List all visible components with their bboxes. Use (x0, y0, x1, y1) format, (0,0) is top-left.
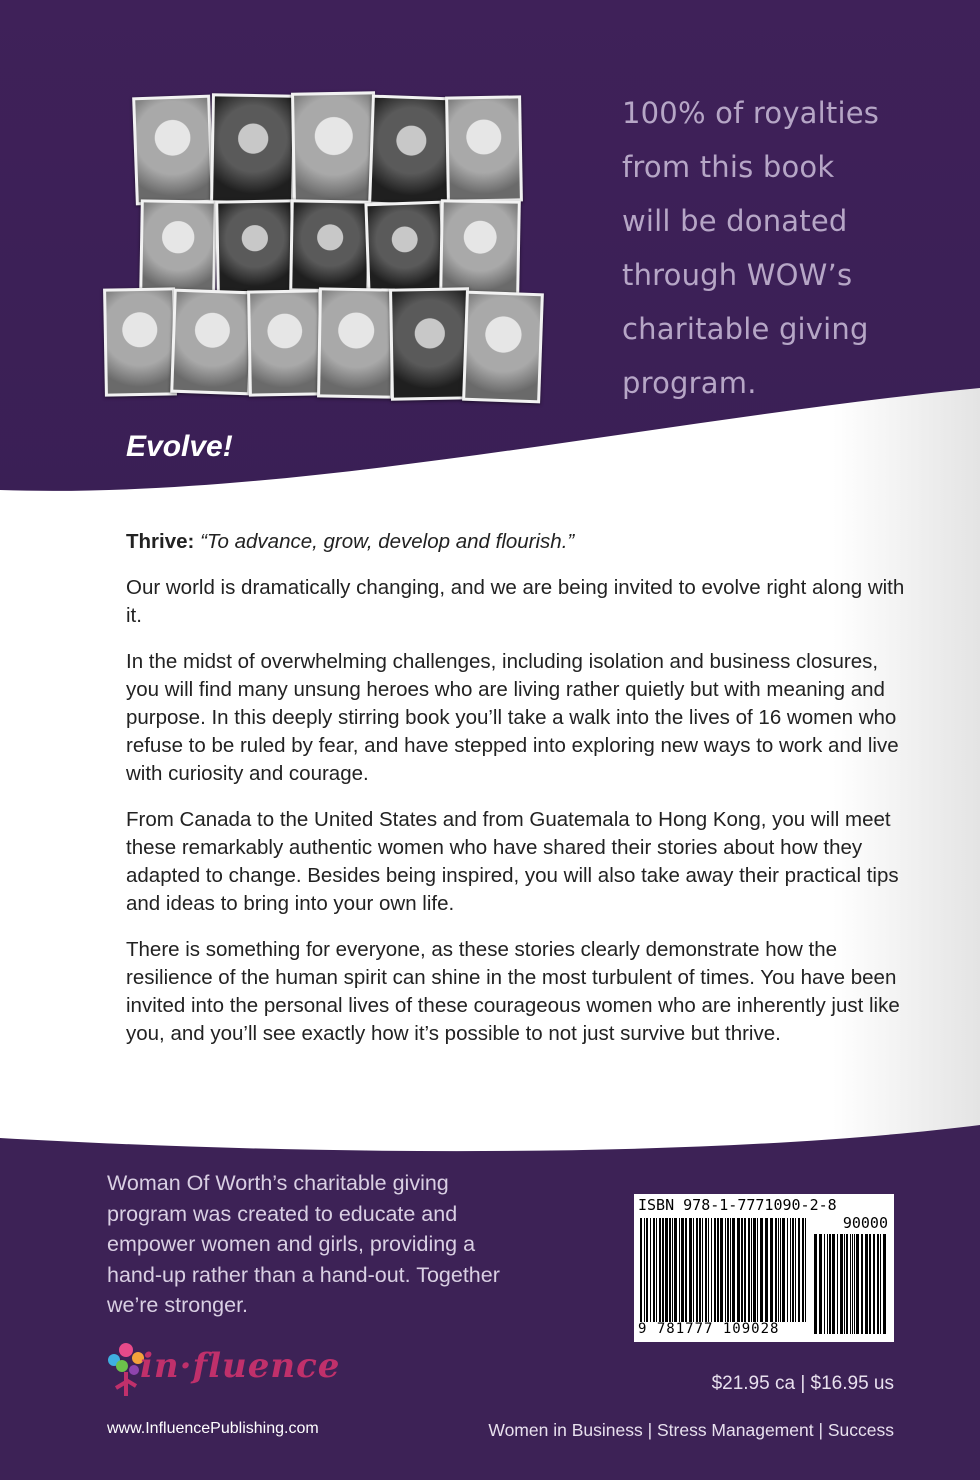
barcode-bar (711, 1218, 712, 1322)
barcode-bar (760, 1218, 763, 1322)
book-categories: Women in Business | Stress Management | Success (488, 1420, 894, 1440)
barcode-bar (720, 1218, 723, 1322)
barcode-bar (744, 1218, 746, 1322)
barcode-bar (659, 1218, 661, 1322)
barcode-bar (814, 1234, 817, 1334)
barcode-bar (650, 1218, 651, 1322)
publisher-website: www.InfluencePublishing.com (107, 1420, 319, 1437)
author-photo (289, 199, 371, 292)
description-paragraph: There is something for everyone, as these stories clearly demonstrate how the resilience of the human spirit can shine in the most turbulent of times. You have been invited into the personal lives of these courageous women who are inherently just like you, and you’ll see exactly how it’s possible to not just survive but thrive. (126, 938, 900, 1045)
barcode-bar (725, 1218, 726, 1322)
barcode-bar (693, 1218, 694, 1322)
barcode-bar (854, 1234, 855, 1334)
barcode-bar (737, 1218, 740, 1322)
author-photo (368, 95, 454, 208)
book-description (126, 528, 916, 1066)
barcode-bar (802, 1218, 804, 1322)
barcode-bar (782, 1218, 785, 1322)
isbn-digits: 9 781777 109028 (638, 1321, 780, 1337)
barcode-bar (689, 1218, 692, 1322)
barcode-bar (685, 1218, 687, 1322)
barcode-bar (790, 1218, 791, 1322)
isbn-barcode (634, 1194, 894, 1342)
barcode-bar (861, 1234, 863, 1334)
barcode-bar (792, 1218, 794, 1322)
barcode-bar (727, 1218, 729, 1322)
author-photo (132, 95, 214, 206)
author-photo (139, 199, 217, 296)
barcode-bar (827, 1234, 828, 1334)
barcode-bar (702, 1218, 703, 1322)
royalty-line: will be donated (622, 204, 848, 238)
barcode-bar (798, 1218, 800, 1322)
barcode-bar (829, 1234, 831, 1334)
barcode-bar (873, 1234, 875, 1334)
author-photo (103, 287, 177, 396)
barcode-bar (844, 1234, 845, 1334)
barcode-bar (869, 1234, 871, 1334)
author-photo (439, 199, 521, 296)
barcode-bar (840, 1234, 843, 1334)
description-paragraph: From Canada to the United States and from Guatemala to Hong Kong, you will meet these remarkably authentic women who have shared their stories about how they adapted to change. Besides being inspired, you will also take away their practical tips and ideas to bring into your own life. (126, 808, 899, 915)
author-photo (215, 199, 295, 294)
barcode-bar (672, 1218, 673, 1322)
isbn-addon-number: 90000 (842, 1214, 888, 1232)
barcode-bar (883, 1234, 886, 1334)
barcode-bar (795, 1218, 796, 1322)
author-photo (445, 95, 523, 202)
barcode-bar (778, 1218, 779, 1322)
barcode-bar (770, 1218, 773, 1322)
price: $21.95 ca | $16.95 us (711, 1373, 894, 1394)
barcode-bar (751, 1218, 752, 1322)
barcode-bar (681, 1218, 684, 1322)
royalty-line: program. (622, 366, 757, 400)
thrive-definition: “To advance, grow, develop and flourish.” (200, 530, 575, 553)
barcode-bar (757, 1218, 758, 1322)
barcode-bar (753, 1218, 756, 1322)
royalty-line: through WOW’s (622, 258, 853, 292)
royalty-line: charitable giving (622, 312, 869, 346)
author-photo (170, 289, 254, 396)
barcode-bar (846, 1234, 848, 1334)
barcode-bar (717, 1218, 719, 1322)
barcode-bar (732, 1218, 735, 1322)
barcode-bar (674, 1218, 677, 1322)
description-paragraph: Our world is dramatically changing, and we are being invited to evolve right along with it. (126, 576, 905, 627)
barcode-bar (705, 1218, 707, 1322)
barcode-bar (669, 1218, 671, 1322)
author-photo (364, 201, 445, 296)
barcode-bar (708, 1218, 709, 1322)
thrive-label: Thrive: (126, 530, 195, 553)
author-photo (291, 91, 377, 206)
barcode-bar (856, 1234, 859, 1334)
author-photo (389, 287, 471, 400)
barcode-bar (730, 1218, 731, 1322)
publisher-logo-text: in·fluence (140, 1346, 341, 1386)
barcode-bar (748, 1218, 750, 1322)
barcode-bar (656, 1218, 657, 1322)
barcode-bar (865, 1234, 868, 1334)
charity-statement: Woman Of Worth’s charitable giving program was created to educate and empower women and girls, providing a hand-up rather than a hand-out. Together we’re stronger. (107, 1171, 500, 1317)
thrive-definition-paragraph (126, 528, 916, 556)
royalty-statement (622, 86, 942, 410)
barcode-bar (805, 1218, 806, 1322)
author-photo (317, 287, 395, 398)
barcode-bar (787, 1218, 788, 1322)
barcode-bars (640, 1218, 808, 1322)
barcode-bar (646, 1218, 648, 1322)
barcode-bar (837, 1234, 838, 1334)
barcode-bar (877, 1234, 879, 1334)
author-photo-collage (104, 92, 544, 402)
barcode-bar (679, 1218, 680, 1322)
barcode-bar (819, 1234, 822, 1334)
barcode-bar (880, 1234, 881, 1334)
author-photo (462, 291, 544, 404)
royalty-line: from this book (622, 150, 835, 184)
barcode-bar (696, 1218, 698, 1322)
barcode-bar (662, 1218, 664, 1322)
barcode-addon-bars (814, 1234, 888, 1334)
barcode-bar (741, 1218, 743, 1322)
author-photo (247, 289, 323, 396)
barcode-bar (780, 1218, 781, 1322)
evolve-heading: Evolve! (126, 430, 233, 463)
barcode-bar (852, 1234, 853, 1334)
barcode-bar (640, 1218, 642, 1322)
isbn-label: ISBN 978-1-7771090-2-8 (638, 1196, 837, 1214)
barcode-bar (765, 1218, 768, 1322)
description-paragraph: In the midst of overwhelming challenges, including isolation and business closures, you will find many unsung heroes who are living rather quietly but with meaning and purpose. In this deeply stirring book you’ll take a walk into the lives of 16 women who refuse to be ruled by fear, and have stepped into exploring new ways to work and live with curiosity and courage. (126, 650, 899, 785)
barcode-bar (714, 1218, 716, 1322)
barcode-bar (665, 1218, 668, 1322)
barcode-bar (699, 1218, 701, 1322)
barcode-bar (850, 1234, 851, 1334)
barcode-bar (832, 1234, 835, 1334)
barcode-bar (775, 1218, 777, 1322)
royalty-line: 100% of royalties (622, 96, 880, 130)
barcode-bar (644, 1218, 645, 1322)
barcode-bar (653, 1218, 655, 1322)
barcode-bar (824, 1234, 825, 1334)
author-photo (210, 93, 296, 204)
